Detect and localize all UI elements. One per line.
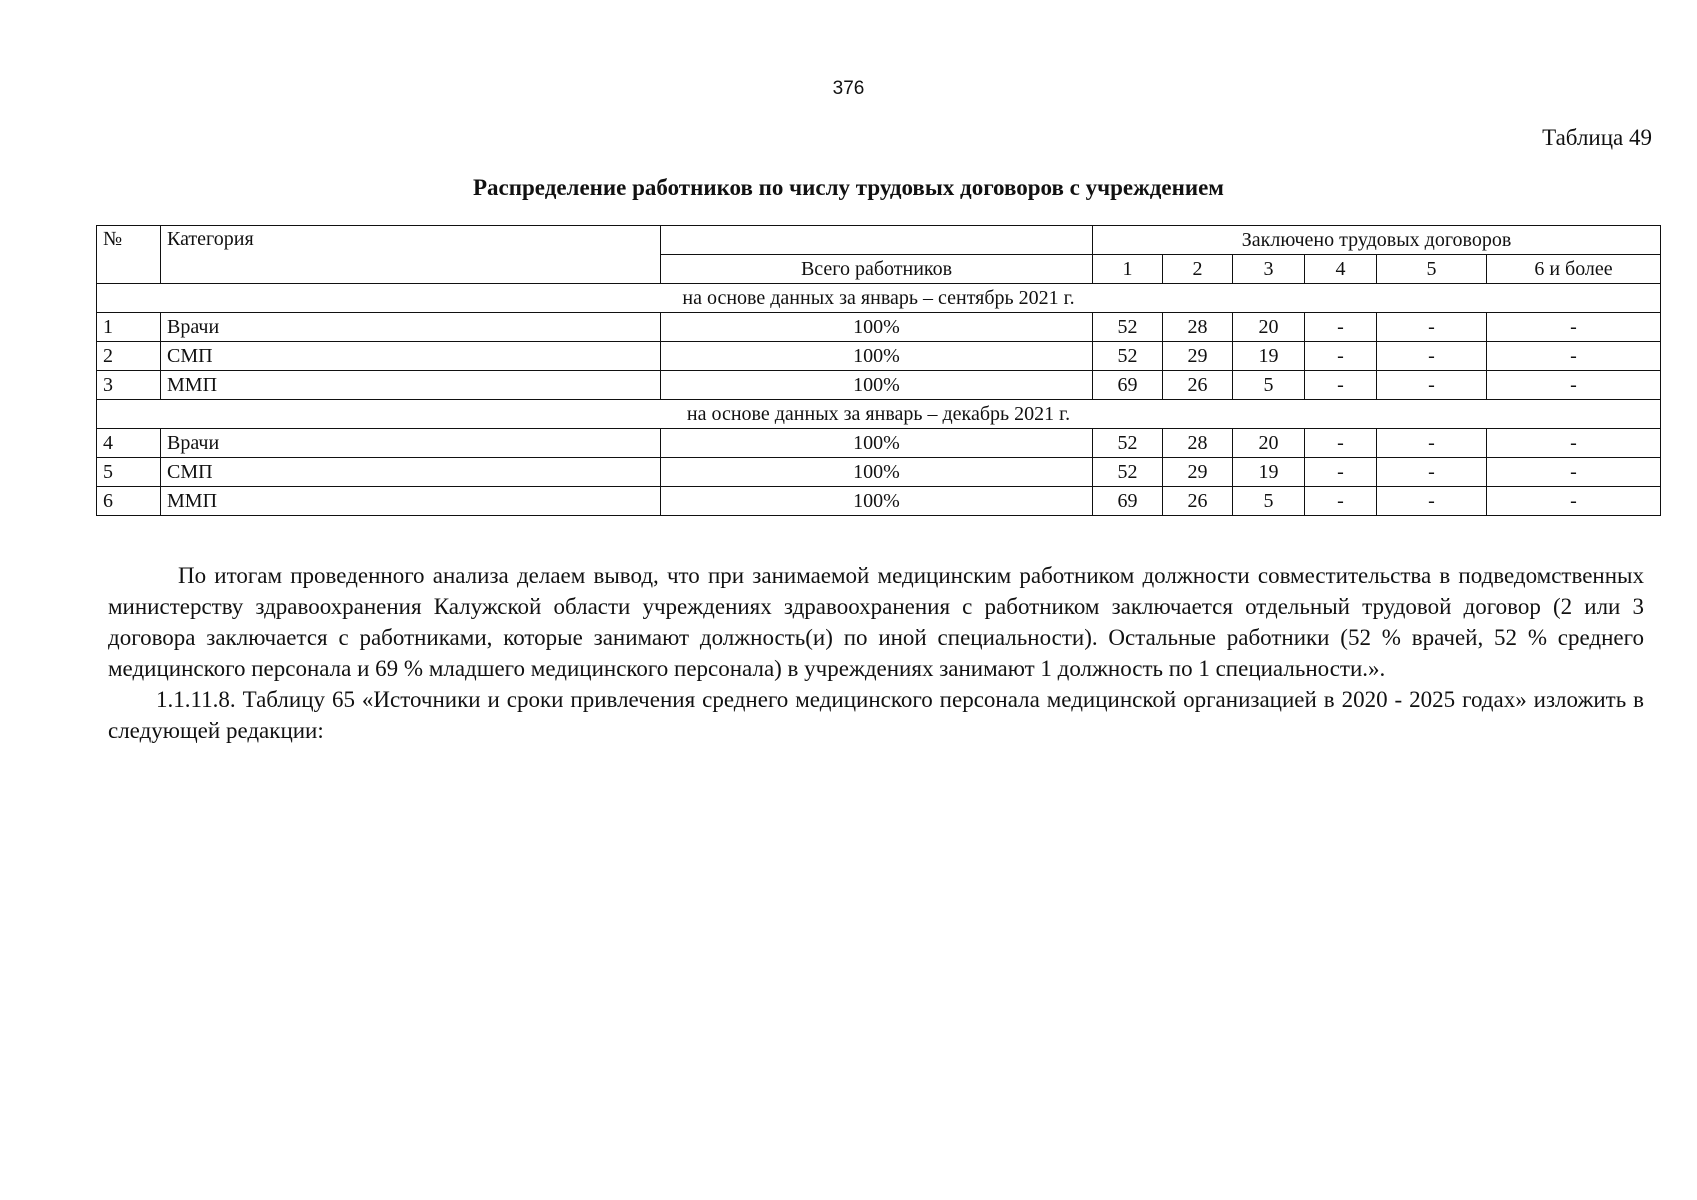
header-col-4: 4	[1305, 255, 1377, 284]
table-title: Распределение работников по числу трудовых договоров с учреждением	[473, 175, 1224, 200]
body-text	[108, 560, 1644, 746]
row-value: 5	[1233, 371, 1305, 400]
table-row	[97, 371, 1661, 400]
row-value: 5	[1233, 487, 1305, 516]
paragraph-conclusion: По итогам проведенного анализа делаем вывод, что при занимаемой медицинским работником должности совместительства в подведомственных министерству здравоохранения Калужской области учреждениях здравоохранения с работником заключается отдельный трудовой договор (2 или 3 договора заключается с работниками, которые занимают должность(и) по иной специальности). Остальные работники (52 % врачей, 52 % среднего медицинского персонала и 69 % младшего медицинского персонала) в учреждениях занимают 1 должность по 1 специальности.».	[108, 563, 1644, 681]
row-total: 100%	[661, 487, 1093, 516]
header-num: №	[97, 226, 161, 284]
row-total: 100%	[661, 313, 1093, 342]
row-value: 52	[1093, 313, 1163, 342]
section-row	[97, 400, 1661, 429]
row-value: -	[1305, 429, 1377, 458]
row-value: -	[1487, 313, 1661, 342]
row-value: -	[1305, 342, 1377, 371]
row-category: Врачи	[161, 313, 661, 342]
section-title: на основе данных за январь – сентябрь 2021 г.	[97, 284, 1661, 313]
header-blank	[661, 226, 1093, 255]
header-category: Категория	[161, 226, 661, 284]
row-value: 28	[1163, 429, 1233, 458]
header-concluded: Заключено трудовых договоров	[1093, 226, 1661, 255]
header-total: Всего работников	[661, 255, 1093, 284]
row-value: 52	[1093, 342, 1163, 371]
header-col-2: 2	[1163, 255, 1233, 284]
employment-contracts-table	[96, 225, 1661, 516]
table-row	[97, 429, 1661, 458]
row-value: 26	[1163, 371, 1233, 400]
row-value: -	[1377, 458, 1487, 487]
row-value: -	[1377, 371, 1487, 400]
row-value: 19	[1233, 342, 1305, 371]
table-row	[97, 458, 1661, 487]
row-value: 69	[1093, 487, 1163, 516]
row-value: -	[1487, 458, 1661, 487]
row-category: ММП	[161, 487, 661, 516]
row-value: -	[1487, 487, 1661, 516]
row-value: 26	[1163, 487, 1233, 516]
row-category: СМП	[161, 458, 661, 487]
row-value: 20	[1233, 313, 1305, 342]
row-value: 20	[1233, 429, 1305, 458]
row-num: 3	[97, 371, 161, 400]
row-value: -	[1377, 487, 1487, 516]
header-col-3: 3	[1233, 255, 1305, 284]
row-num: 1	[97, 313, 161, 342]
header-col-5: 5	[1377, 255, 1487, 284]
row-value: 29	[1163, 458, 1233, 487]
row-value: -	[1305, 487, 1377, 516]
row-value: 52	[1093, 429, 1163, 458]
section-row	[97, 284, 1661, 313]
table-row	[97, 487, 1661, 516]
section-title: на основе данных за январь – декабрь 2021 г.	[97, 400, 1661, 429]
page-number: 376	[832, 78, 865, 99]
row-value: 29	[1163, 342, 1233, 371]
row-total: 100%	[661, 342, 1093, 371]
row-num: 4	[97, 429, 161, 458]
row-value: -	[1305, 458, 1377, 487]
row-category: СМП	[161, 342, 661, 371]
table-label: Таблица 49	[1542, 125, 1652, 150]
row-value: 52	[1093, 458, 1163, 487]
row-total: 100%	[661, 458, 1093, 487]
row-num: 6	[97, 487, 161, 516]
row-value: -	[1377, 342, 1487, 371]
header-row-top	[97, 226, 1661, 255]
row-value: 19	[1233, 458, 1305, 487]
row-value: -	[1305, 371, 1377, 400]
header-col-1: 1	[1093, 255, 1163, 284]
row-value: -	[1487, 371, 1661, 400]
header-col-6: 6 и более	[1487, 255, 1661, 284]
paragraph-instruction: 1.1.11.8. Таблицу 65 «Источники и сроки привлечения среднего медицинского персонала медицинской организацией в 2020 - 2025 годах» изложить в следующей редакции:	[108, 687, 1644, 743]
row-total: 100%	[661, 371, 1093, 400]
row-value: -	[1305, 313, 1377, 342]
row-value: 28	[1163, 313, 1233, 342]
table-row	[97, 313, 1661, 342]
table-row	[97, 342, 1661, 371]
row-value: 69	[1093, 371, 1163, 400]
row-value: -	[1377, 429, 1487, 458]
row-total: 100%	[661, 429, 1093, 458]
row-category: ММП	[161, 371, 661, 400]
row-value: -	[1487, 429, 1661, 458]
row-category: Врачи	[161, 429, 661, 458]
row-num: 5	[97, 458, 161, 487]
row-value: -	[1487, 342, 1661, 371]
row-num: 2	[97, 342, 161, 371]
row-value: -	[1377, 313, 1487, 342]
